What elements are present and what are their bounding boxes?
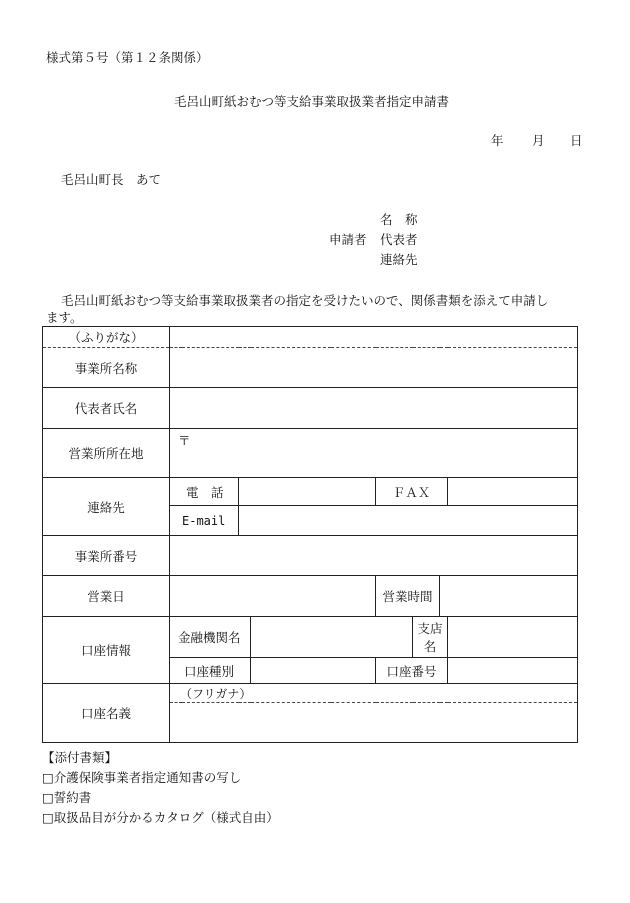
document-title: 毛呂山町紙おむつ等支給事業取扱業者指定申請書 — [174, 94, 450, 109]
applicant-contact-label: 連絡先 — [380, 252, 418, 267]
furigana-label: （ふりがな） — [43, 327, 170, 348]
office-number-label: 事業所番号 — [43, 536, 170, 576]
contact-label: 連絡先 — [43, 478, 170, 536]
form-number: 様式第５号（第１２条関係） — [46, 50, 209, 65]
business-days-field[interactable] — [170, 576, 376, 617]
attachment-item: □取扱品目が分かるカタログ（様式自由） — [42, 810, 279, 825]
account-type-label: 口座種別 — [170, 658, 251, 684]
address-label: 営業所所在地 — [43, 429, 170, 478]
branch-name-field[interactable] — [448, 617, 578, 658]
attachments-heading: 【添付書類】 — [42, 750, 118, 765]
date-day: 日 — [570, 133, 583, 148]
applicant-role: 申請者 — [329, 232, 367, 247]
date-month: 月 — [532, 133, 545, 148]
addressee: 毛呂山町長 あて — [61, 172, 162, 187]
office-name-field[interactable] — [170, 348, 578, 388]
applicant-rep-label: 代表者 — [380, 232, 418, 247]
account-holder-field[interactable] — [170, 703, 578, 743]
phone-label: 電 話 — [170, 478, 239, 506]
rep-name-field[interactable] — [170, 388, 578, 429]
intro-text-line2: ます。 — [46, 310, 83, 325]
postal-mark: 〒 — [178, 433, 191, 448]
katakana-label: （フリガナ） — [170, 684, 578, 703]
email-label: E-mail — [170, 506, 239, 536]
office-name-label: 事業所名称 — [43, 348, 170, 388]
business-hours-field[interactable] — [440, 576, 578, 617]
account-number-field[interactable] — [448, 658, 578, 684]
attachment-item: □誓約書 — [42, 790, 92, 805]
account-number-label: 口座番号 — [376, 658, 448, 684]
office-number-field[interactable] — [170, 536, 578, 576]
fax-label: ＦＡＸ — [376, 478, 448, 506]
intro-text-line1: 毛呂山町紙おむつ等支給事業取扱業者の指定を受けたいので、関係書類を添えて申請し — [61, 293, 549, 308]
address-field[interactable] — [170, 429, 578, 478]
phone-field[interactable] — [239, 478, 376, 506]
fax-field[interactable] — [448, 478, 578, 506]
rep-name-label: 代表者氏名 — [43, 388, 170, 429]
date-year: 年 — [491, 133, 504, 148]
business-hours-label: 営業時間 — [376, 576, 440, 617]
furigana-field[interactable] — [170, 327, 578, 348]
account-type-field[interactable] — [251, 658, 376, 684]
applicant-name-label: 名 称 — [380, 212, 418, 227]
attachment-item: □介護保険事業者指定通知書の写し — [42, 770, 242, 785]
account-info-label: 口座情報 — [43, 617, 170, 684]
account-holder-label: 口座名義 — [43, 684, 170, 743]
bank-name-label: 金融機関名 — [170, 617, 251, 658]
application-table — [42, 326, 578, 743]
bank-name-field[interactable] — [251, 617, 413, 658]
business-days-label: 営業日 — [43, 576, 170, 617]
branch-name-label: 支店名 — [413, 617, 448, 658]
email-field[interactable] — [239, 506, 578, 536]
